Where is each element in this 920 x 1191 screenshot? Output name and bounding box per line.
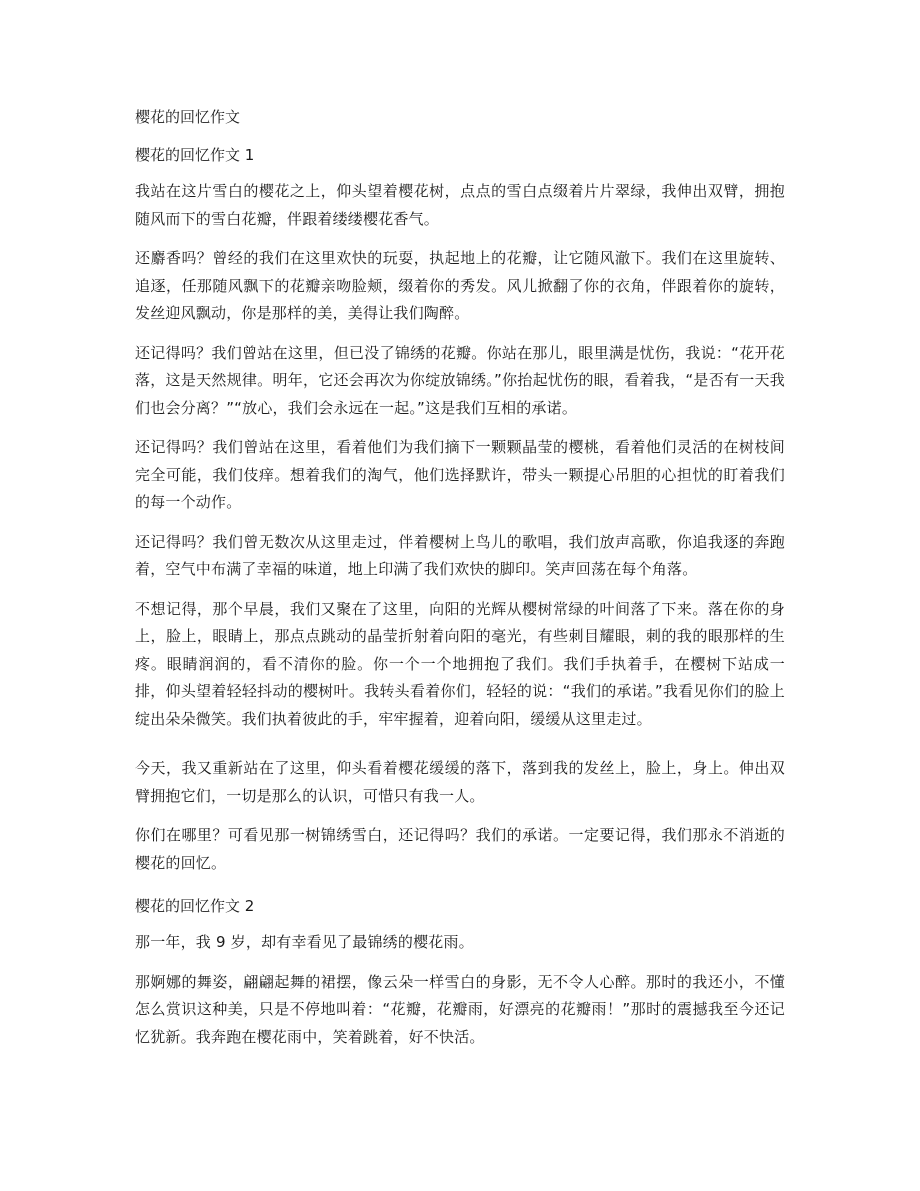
essay-2-paragraph: 那婀娜的舞姿，翩翩起舞的裙摆，像云朵一样雪白的身影，无不令人心醉。那时的我还小，不懂怎么赏识这种美，只是不停地叫着：“花瓣，花瓣雨，好漂亮的花瓣雨！”那时的震撼我至今还记忆犹新。我奔跑在樱花雨中，笑着跳着，好不快活。	[135, 972, 785, 1046]
essay-1-paragraph: 还麝香吗？曾经的我们在这里欢快的玩耍，执起地上的花瓣，让它随风澈下。我们在这里旋转、追逐，任那随风飘下的花瓣亲吻脸颊，缀着你的秀发。风儿掀翻了你的衣角，伴跟着你的旋转，发丝迎风飘动，你是那样的美，美得让我们陶醉。	[135, 249, 785, 322]
essay-2-paragraph: 那一年，我 9 岁，却有幸看见了最锦绣的樱花雨。	[135, 933, 474, 951]
essay-1-paragraph: 还记得吗？我们曾站在这里，看着他们为我们摘下一颗颗晶莹的樱桃，看着他们灵活的在树枝间完全可能，我们伎痒。想着我们的淘气，他们选择默许，带头一颗提心吊胆的心担忧的盯着我们的每一个动作。	[135, 438, 785, 511]
essay-1-paragraph: 你们在哪里？可看见那一树锦绣雪白，还记得吗？我们的承诺。一定要记得，我们那永不消逝的樱花的回忆。	[135, 826, 785, 872]
essay-1-paragraph: 我站在这片雪白的樱花之上，仰头望着樱花树，点点的雪白点缀着片片翠绿，我伸出双臂，拥抱随风而下的雪白花瓣，伴跟着缕缕樱花香气。	[135, 182, 785, 228]
essay-1-heading: 樱花的回忆作文 1	[135, 146, 255, 164]
essay-2-heading: 樱花的回忆作文 2	[135, 897, 255, 915]
essay-1-paragraph: 还记得吗？我们曾无数次从这里走过，伴着樱树上鸟儿的歌唱，我们放声高歌，你追我逐的奔跑着，空气中布满了幸福的味道，地上印满了我们欢快的脚印。笑声回荡在每个角落。	[135, 532, 785, 578]
document-title: 樱花的回忆作文	[135, 108, 241, 126]
essay-1-paragraph: 今天，我又重新站在了这里，仰头看着樱花缓缓的落下，落到我的发丝上，脸上，身上。伸出双臂拥抱它们，一切是那么的认识，可惜只有我一人。	[135, 759, 785, 805]
document-page	[135, 100, 785, 1063]
essay-1-paragraph: 不想记得，那个早晨，我们又聚在了这里，向阳的光辉从樱树常绿的叶间落了下来。落在你的身上，脸上，眼睛上，那点点跳动的晶莹折射着向阳的毫光，有些刺目耀眼，刺的我的眼那样的生疼。眼睛润润的，看不清你的脸。你一个一个地拥抱了我们。我们手执着手，在樱树下站成一排，仰头望着轻轻抖动的樱树叶。我转头看着你们，轻轻的说：“我们的承诺。”我看见你们的脸上绽出朵朵微笑。我们执着彼此的手，牢牢握着，迎着向阳，缓缓从这里走过。	[135, 599, 785, 728]
essay-1-paragraph: 还记得吗？我们曾站在这里，但已没了锦绣的花瓣。你站在那儿，眼里满是忧伤，我说：“花开花落，这是天然规律。明年，它还会再次为你绽放锦绣。”你抬起忧伤的眼，看着我，“是否有一天我们也会分离？”“放心，我们会永远在一起。”这是我们互相的承诺。	[135, 343, 785, 417]
